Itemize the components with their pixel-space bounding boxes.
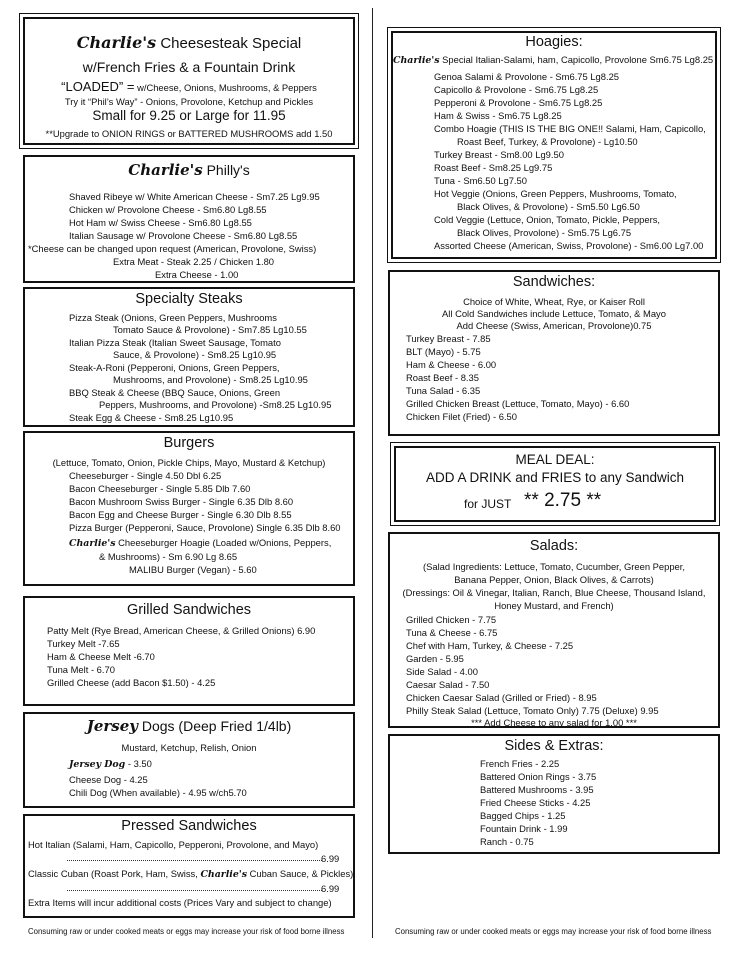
cheese-note: *Cheese can be changed upon request (American, Provolone, Swiss) — [28, 243, 317, 254]
menu-item-desc: Peppers, Mushrooms, and Provolone) -Sm8.25 Lg10.95 — [99, 399, 332, 410]
meal-deal-title: MEAL DEAL: — [515, 452, 595, 467]
menu-item: Steak-A-Roni (Pepperoni, Onions, Green Peppers, — [69, 362, 280, 373]
jersey-title: Jersey Dogs (Deep Fried 1/4lb) — [86, 717, 292, 735]
extra-meat: Extra Meat - Steak 2.25 / Chicken 1.80 — [113, 256, 275, 267]
column-divider — [372, 8, 373, 938]
menu-item: Turkey Breast - Sm8.00 Lg9.50 — [434, 149, 564, 160]
brand-logo: Charlie's — [393, 55, 440, 66]
sandwiches-section — [388, 270, 720, 436]
menu-item: MALIBU Burger (Vegan) - 5.60 — [129, 564, 257, 575]
price-leader — [67, 852, 322, 861]
salad-cheese-note: *** Add Cheese to any salad for 1.00 *** — [471, 717, 637, 728]
menu-item: Hot Ham w/ Swiss Cheese - Sm6.80 Lg8.55 — [69, 217, 252, 228]
burgers-title: Burgers — [163, 435, 215, 451]
menu-item-desc: Black Olives, & Provolone) - Sm5.50 Lg6.50 — [457, 201, 640, 212]
salad-intro: (Dressings: Oil & Vinegar, Italian, Ranch, Blue Cheese, Thousand Island, — [402, 587, 706, 598]
menu-item: Combo Hoagie (THIS IS THE BIG ONE!! Salami, Ham, Capicollo, — [434, 123, 706, 134]
menu-item: Chili Dog (When available) - 4.95 w/ch5.70 — [69, 787, 247, 798]
sides-title: Sides & Extras: — [504, 738, 604, 754]
menu-item: Ham & Cheese - 6.00 — [406, 359, 497, 370]
sandwich-intro: All Cold Sandwiches include Lettuce, Tomato, & Mayo — [442, 308, 666, 319]
upgrade-note: **Upgrade to ONION RINGS or BATTERED MUSHROOMS add 1.50 — [45, 128, 333, 139]
cheesesteak-special-section — [23, 17, 355, 145]
meal-deal-for-just: for JUST — [464, 497, 512, 511]
grilled-title: Grilled Sandwiches — [126, 602, 252, 618]
menu-item: Chicken w/ Provolone Cheese - Sm6.80 Lg8.55 — [69, 204, 267, 215]
footer-disclaimer-right: Consuming raw or under cooked meats or eggs may increase your risk of food borne illness — [395, 927, 712, 936]
pressed-sandwiches-section — [23, 814, 355, 918]
menu-item: Shaved Ribeye w/ White American Cheese - Sm7.25 Lg9.95 — [69, 191, 320, 202]
phillys-title: Charlie's Philly's — [128, 161, 250, 179]
menu-item-desc: Sauce, & Provolone) - Sm8.25 Lg10.95 — [113, 349, 277, 360]
menu-item: Genoa Salami & Provolone - Sm6.75 Lg8.25 — [434, 71, 620, 82]
pressed-title: Pressed Sandwiches — [121, 818, 257, 834]
hoagie-burger: Charlie's Cheeseburger Hoagie (Loaded w/Onions, Peppers, — [69, 537, 332, 549]
menu-item: Pizza Burger (Pepperoni, Sauce, Provolone) Single 6.35 Dlb 8.60 — [69, 522, 341, 533]
menu-item: Hot Italian (Salami, Ham, Capicollo, Pepperoni, Provolone, and Mayo) — [28, 839, 319, 850]
menu-item-desc: Black Olives, Provolone) - Sm5.75 Lg6.75 — [457, 227, 632, 238]
menu-item: Tuna Salad - 6.35 — [406, 385, 481, 396]
brand-logo: Charlie's — [200, 869, 247, 880]
menu-item: Ham & Swiss - Sm6.75 Lg8.25 — [434, 110, 562, 121]
menu-item-desc: Tomato Sauce & Provolone) - Sm7.85 Lg10.55 — [113, 324, 307, 335]
menu-item: Charlie's Special Italian-Salami, ham, Capicollo, Provolone Sm6.75 Lg8.25 — [393, 54, 714, 66]
menu-item: Ranch - 0.75 — [480, 836, 534, 847]
burger-toppings: (Lettuce, Tomato, Onion, Pickle Chips, Mayo, Mustard & Ketchup) — [52, 457, 326, 468]
sandwiches-title: Sandwiches: — [512, 274, 596, 290]
menu-item: Italian Sausage w/ Provolone Cheese - Sm6.80 Lg8.55 — [69, 230, 298, 241]
sandwich-intro: Choice of White, Wheat, Rye, or Kaiser Roll — [463, 296, 645, 307]
jersey-dogs-section — [23, 712, 355, 808]
menu-item: Grilled Chicken - 7.75 — [406, 614, 497, 625]
menu-item: Turkey Breast - 7.85 — [406, 333, 491, 344]
menu-item: Bacon Cheeseburger - Single 5.85 Dlb 7.60 — [69, 483, 251, 494]
menu-item: Cheese Dog - 4.25 — [69, 774, 148, 785]
menu-item-desc: Mushrooms, and Provolone) - Sm8.25 Lg10.95 — [113, 374, 308, 385]
menu-item: Bacon Mushroom Swiss Burger - Single 6.35 Dlb 8.60 — [69, 496, 294, 507]
salad-intro: Honey Mustard, and French) — [494, 600, 614, 611]
sandwich-intro: Add Cheese (Swiss, American, Provolone)0.75 — [456, 320, 652, 331]
menu-item: Pizza Steak (Onions, Green Peppers, Mushrooms — [69, 312, 277, 323]
menu-price: 6.99 — [321, 853, 340, 864]
menu-item: Jersey Dog - 3.50 — [69, 758, 152, 770]
phils-way-line: Try it “Phil’s Way” - Onions, Provolone, Ketchup and Pickles — [64, 96, 314, 107]
menu-item: Cheeseburger - Single 4.50 Dbl 6.25 — [69, 470, 222, 481]
menu-item: Battered Mushrooms - 3.95 — [480, 784, 594, 795]
hoagies-title: Hoagies: — [525, 34, 583, 50]
menu-item: Philly Steak Salad (Lettuce, Tomato Only) 7.75 (Deluxe) 9.95 — [406, 705, 659, 716]
menu-item: Bagged Chips - 1.25 — [480, 810, 566, 821]
specialty-steaks-section — [23, 287, 355, 427]
grilled-sandwiches-section — [23, 596, 355, 706]
menu-item: Tuna Melt - 6.70 — [47, 664, 115, 675]
extra-cheese: Extra Cheese - 1.00 — [155, 269, 239, 280]
menu-item: Caesar Salad - 7.50 — [406, 679, 490, 690]
menu-item: Grilled Chicken Breast (Lettuce, Tomato, Mayo) - 6.60 — [406, 398, 630, 409]
menu-item: Capicollo & Provolone - Sm6.75 Lg8.25 — [434, 84, 599, 95]
brand-logo: Charlie's — [76, 33, 157, 52]
menu-item: Garden - 5.95 — [406, 653, 464, 664]
menu-item: Turkey Melt -7.65 — [47, 638, 120, 649]
brand-logo: Charlie's — [128, 161, 203, 179]
hoagies-section — [391, 31, 717, 259]
price-leader — [67, 882, 322, 891]
menu-item: Tuna - Sm6.50 Lg7.50 — [434, 175, 527, 186]
menu-price: 6.99 — [321, 883, 340, 894]
brand-logo: Jersey Dog — [69, 759, 126, 770]
menu-item: Side Salad - 4.00 — [406, 666, 478, 677]
menu-item: Roast Beef - 8.35 — [406, 372, 479, 383]
menu-item: Hot Veggie (Onions, Green Peppers, Mushrooms, Tomato, — [434, 188, 677, 199]
meal-deal-section — [394, 446, 716, 522]
menu-item: Classic Cuban (Roast Pork, Ham, Swiss, Charlie's Cuban Sauce, & Pickles) — [28, 868, 354, 880]
meal-deal-line: ADD A DRINK and FRIES to any Sandwich — [425, 470, 685, 485]
phillys-section — [23, 155, 355, 283]
menu-item-desc: Roast Beef, Turkey, & Provolone) - Lg10.50 — [457, 136, 638, 147]
menu-item: BBQ Steak & Cheese (BBQ Sauce, Onions, Green — [69, 387, 281, 398]
sides-section — [388, 734, 720, 854]
menu-item: Battered Onion Rings - 3.75 — [480, 771, 597, 782]
menu-item: Bacon Egg and Cheese Burger - Single 6.30 Dlb 8.55 — [69, 509, 292, 520]
menu-item: Grilled Cheese (add Bacon $1.50) - 4.25 — [47, 677, 216, 688]
menu-item: Chicken Caesar Salad (Grilled or Fried) - 8.95 — [406, 692, 597, 703]
menu-item: Ham & Cheese Melt -6.70 — [47, 651, 155, 662]
menu-item: Tuna & Cheese - 6.75 — [406, 627, 498, 638]
burgers-section — [23, 431, 355, 586]
meal-deal-price: ** 2.75 ** — [524, 490, 602, 511]
menu-item-desc: & Mushrooms) - Sm 6.90 Lg 8.65 — [99, 551, 238, 562]
specialty-title: Specialty Steaks — [135, 291, 243, 307]
salads-title: Salads: — [529, 538, 579, 554]
cheesesteak-price: Small for 9.25 or Large for 11.95 — [92, 108, 286, 123]
menu-item: Patty Melt (Rye Bread, American Cheese, & Grilled Onions) 6.90 — [47, 625, 316, 636]
salad-intro: Banana Pepper, Onion, Black Olives, & Carrots) — [454, 574, 654, 585]
menu-item: Cold Veggie (Lettuce, Onion, Tomato, Pickle, Peppers, — [434, 214, 660, 225]
footer-disclaimer-left: Consuming raw or under cooked meats or eggs may increase your risk of food borne illness — [28, 927, 345, 936]
menu-item: Chicken Filet (Fried) - 6.50 — [406, 411, 517, 422]
menu-item: Steak Egg & Cheese - Sm8.25 Lg10.95 — [69, 412, 234, 423]
brand-logo: Jersey — [86, 717, 138, 735]
menu-item: Italian Pizza Steak (Italian Sweet Sausage, Tomato — [69, 337, 281, 348]
salad-intro: (Salad Ingredients: Lettuce, Tomato, Cucumber, Green Pepper, — [423, 561, 685, 572]
extra-items-note: Extra Items will incur additional costs (Prices Vary and subject to change) — [28, 897, 332, 908]
cheesesteak-subtitle: w/French Fries & a Fountain Drink — [82, 59, 296, 75]
cheesesteak-title: Charlie's Cheesesteak Special — [76, 33, 302, 52]
loaded-line: “LOADED” = w/Cheese, Onions, Mushrooms, & Peppers — [61, 79, 317, 94]
menu-item: BLT (Mayo) - 5.75 — [406, 346, 481, 357]
menu-item: Assorted Cheese (American, Swiss, Provolone) - Sm6.00 Lg7.00 — [434, 240, 704, 251]
brand-logo: Charlie's — [69, 538, 116, 549]
menu-item: Pepperoni & Provolone - Sm6.75 Lg8.25 — [434, 97, 603, 108]
menu-item: Roast Beef - Sm8.25 Lg9.75 — [434, 162, 553, 173]
salads-section — [388, 532, 720, 728]
menu-item: Fountain Drink - 1.99 — [480, 823, 568, 834]
dog-toppings: Mustard, Ketchup, Relish, Onion — [121, 742, 257, 753]
menu-item: Fried Cheese Sticks - 4.25 — [480, 797, 591, 808]
menu-item: Chef with Ham, Turkey, & Cheese - 7.25 — [406, 640, 574, 651]
menu-item: French Fries - 2.25 — [480, 758, 560, 769]
